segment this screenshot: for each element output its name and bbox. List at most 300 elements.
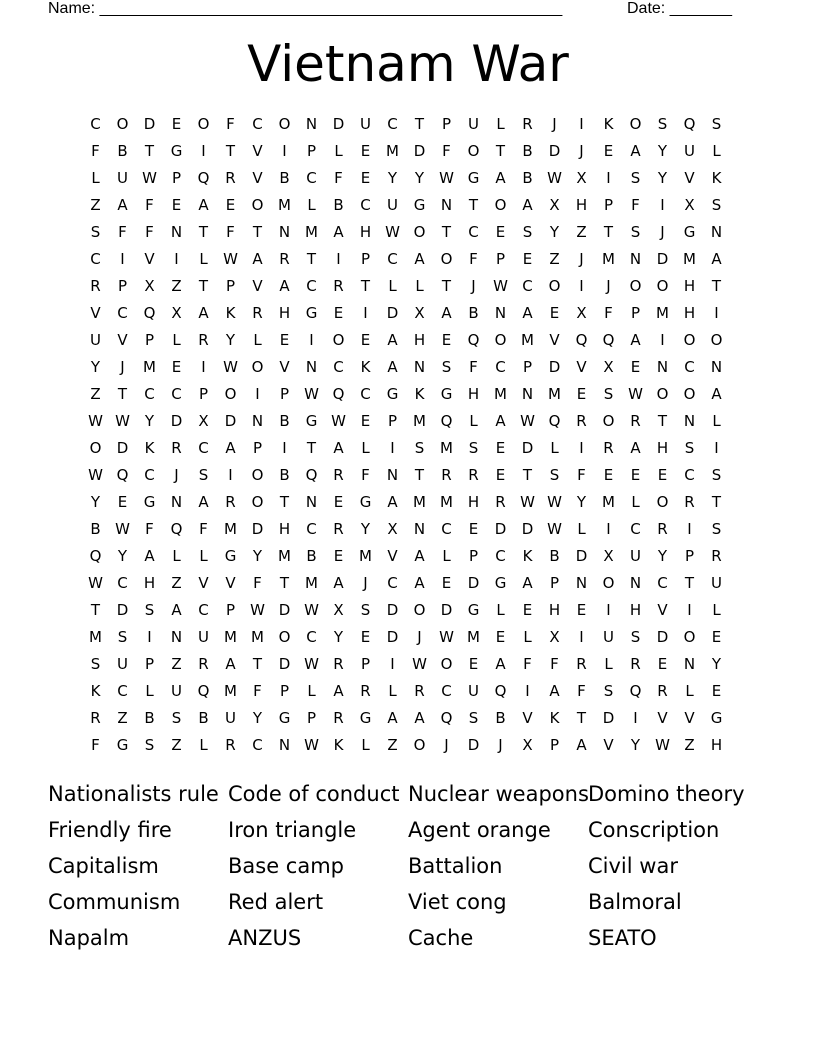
grid-letter[interactable]: A <box>225 439 236 457</box>
grid-letter[interactable]: Z <box>387 736 398 754</box>
grid-letter[interactable]: T <box>198 277 209 295</box>
grid-letter[interactable]: W <box>385 223 400 241</box>
grid-letter[interactable]: L <box>550 439 559 457</box>
grid-letter[interactable]: E <box>630 466 641 484</box>
grid-letter[interactable]: H <box>467 493 480 511</box>
grid-letter[interactable]: P <box>306 709 317 727</box>
grid-letter[interactable]: N <box>629 574 642 592</box>
grid-letter[interactable]: G <box>494 574 507 592</box>
grid-letter[interactable]: I <box>309 331 314 349</box>
grid-letter[interactable]: Z <box>576 223 587 241</box>
grid-letter[interactable]: M <box>305 223 318 241</box>
grid-letter[interactable]: E <box>441 574 452 592</box>
grid-letter[interactable]: W <box>628 385 643 403</box>
grid-letter[interactable]: I <box>336 250 341 268</box>
grid-letter[interactable]: I <box>579 115 584 133</box>
grid-letter[interactable]: S <box>90 223 101 241</box>
grid-letter[interactable]: Z <box>90 385 101 403</box>
grid-letter[interactable]: S <box>549 466 560 484</box>
grid-letter[interactable]: A <box>171 601 182 619</box>
grid-letter[interactable]: T <box>414 115 425 133</box>
grid-letter[interactable]: E <box>171 358 182 376</box>
grid-letter[interactable]: D <box>548 358 561 376</box>
grid-letter[interactable]: P <box>549 574 560 592</box>
grid-letter[interactable]: U <box>90 331 101 349</box>
grid-letter[interactable]: R <box>90 277 101 295</box>
grid-letter[interactable]: H <box>710 736 723 754</box>
grid-letter[interactable]: P <box>603 196 614 214</box>
grid-letter[interactable]: O <box>683 385 696 403</box>
grid-letter[interactable]: A <box>198 493 209 511</box>
grid-letter[interactable]: C <box>387 250 398 268</box>
grid-letter[interactable]: U <box>630 547 641 565</box>
grid-letter[interactable]: M <box>278 547 291 565</box>
grid-letter[interactable]: S <box>711 520 722 538</box>
grid-letter[interactable]: M <box>278 196 291 214</box>
grid-letter[interactable]: N <box>413 358 426 376</box>
grid-letter[interactable]: F <box>550 655 559 673</box>
grid-letter[interactable]: L <box>496 115 505 133</box>
grid-letter[interactable]: P <box>171 169 182 187</box>
grid-letter[interactable]: P <box>549 736 560 754</box>
grid-letter[interactable]: N <box>305 115 318 133</box>
grid-letter[interactable]: E <box>711 682 722 700</box>
grid-letter[interactable]: J <box>606 277 611 295</box>
grid-letter[interactable]: N <box>683 655 696 673</box>
grid-letter[interactable]: V <box>117 331 128 349</box>
grid-letter[interactable]: P <box>279 385 290 403</box>
grid-letter[interactable]: C <box>306 169 317 187</box>
grid-letter[interactable]: D <box>251 520 264 538</box>
grid-letter[interactable]: R <box>630 412 641 430</box>
grid-letter[interactable]: R <box>171 439 182 457</box>
grid-letter[interactable]: F <box>145 520 154 538</box>
grid-letter[interactable]: E <box>576 601 587 619</box>
grid-letter[interactable]: F <box>469 358 478 376</box>
grid-letter[interactable]: P <box>495 250 506 268</box>
grid-letter[interactable]: A <box>387 358 398 376</box>
grid-letter[interactable]: O <box>116 115 129 133</box>
grid-letter[interactable]: P <box>279 682 290 700</box>
grid-letter[interactable]: W <box>142 169 157 187</box>
grid-letter[interactable]: S <box>468 709 479 727</box>
grid-letter[interactable]: U <box>225 709 236 727</box>
grid-letter[interactable]: C <box>117 682 128 700</box>
grid-letter[interactable]: P <box>630 304 641 322</box>
grid-letter[interactable]: C <box>144 385 155 403</box>
grid-letter[interactable]: O <box>251 196 264 214</box>
grid-letter[interactable]: W <box>304 385 319 403</box>
grid-letter[interactable]: M <box>602 250 615 268</box>
grid-letter[interactable]: O <box>332 331 345 349</box>
grid-letter[interactable]: G <box>386 385 399 403</box>
grid-letter[interactable]: I <box>174 250 179 268</box>
grid-letter[interactable]: A <box>333 223 344 241</box>
grid-letter[interactable]: B <box>198 709 209 727</box>
grid-letter[interactable]: Y <box>144 412 155 430</box>
grid-letter[interactable]: C <box>468 223 479 241</box>
grid-letter[interactable]: E <box>279 331 290 349</box>
grid-letter[interactable]: Z <box>171 277 182 295</box>
grid-letter[interactable]: L <box>631 493 640 511</box>
grid-letter[interactable]: S <box>144 601 155 619</box>
grid-letter[interactable]: M <box>602 493 615 511</box>
grid-letter[interactable]: I <box>579 277 584 295</box>
grid-letter[interactable]: R <box>90 709 101 727</box>
grid-letter[interactable]: Y <box>225 331 236 349</box>
grid-letter[interactable]: S <box>144 736 155 754</box>
grid-letter[interactable]: C <box>441 520 452 538</box>
grid-letter[interactable]: L <box>307 196 316 214</box>
grid-letter[interactable]: A <box>576 736 587 754</box>
grid-letter[interactable]: D <box>602 709 615 727</box>
grid-letter[interactable]: O <box>710 331 723 349</box>
grid-letter[interactable]: Y <box>657 142 668 160</box>
grid-letter[interactable]: A <box>522 304 533 322</box>
grid-letter[interactable]: C <box>252 736 263 754</box>
grid-letter[interactable]: B <box>90 520 101 538</box>
grid-letter[interactable]: P <box>225 277 236 295</box>
grid-letter[interactable]: R <box>333 520 344 538</box>
grid-letter[interactable]: T <box>522 466 533 484</box>
grid-letter[interactable]: B <box>279 169 290 187</box>
grid-letter[interactable]: J <box>417 628 422 646</box>
grid-letter[interactable]: L <box>469 412 478 430</box>
grid-letter[interactable]: R <box>630 655 641 673</box>
grid-letter[interactable]: E <box>603 142 614 160</box>
grid-letter[interactable]: T <box>711 277 722 295</box>
grid-letter[interactable]: R <box>252 304 263 322</box>
grid-letter[interactable]: E <box>333 493 344 511</box>
grid-letter[interactable]: T <box>657 412 668 430</box>
grid-letter[interactable]: O <box>224 385 237 403</box>
grid-letter[interactable]: W <box>547 520 562 538</box>
grid-letter[interactable]: L <box>604 655 613 673</box>
grid-letter[interactable]: O <box>197 115 210 133</box>
grid-letter[interactable]: K <box>333 736 344 754</box>
grid-letter[interactable]: M <box>467 628 480 646</box>
grid-letter[interactable]: A <box>414 250 425 268</box>
grid-letter[interactable]: W <box>439 628 454 646</box>
grid-letter[interactable]: L <box>712 601 721 619</box>
grid-letter[interactable]: A <box>333 574 344 592</box>
grid-letter[interactable]: B <box>495 709 506 727</box>
grid-letter[interactable]: Y <box>387 169 398 187</box>
grid-letter[interactable]: H <box>575 196 588 214</box>
grid-letter[interactable]: Q <box>494 682 507 700</box>
grid-letter[interactable]: L <box>712 412 721 430</box>
grid-letter[interactable]: A <box>225 655 236 673</box>
grid-letter[interactable]: U <box>360 115 371 133</box>
grid-letter[interactable]: F <box>145 196 154 214</box>
grid-letter[interactable]: B <box>549 547 560 565</box>
grid-letter[interactable]: S <box>90 655 101 673</box>
grid-letter[interactable]: G <box>710 709 723 727</box>
grid-letter[interactable]: Q <box>440 412 453 430</box>
grid-letter[interactable]: L <box>361 439 370 457</box>
grid-letter[interactable]: M <box>224 682 237 700</box>
grid-letter[interactable]: E <box>522 250 533 268</box>
grid-letter[interactable]: S <box>630 169 641 187</box>
grid-letter[interactable]: I <box>687 601 692 619</box>
grid-letter[interactable]: W <box>88 412 103 430</box>
grid-letter[interactable]: R <box>522 115 533 133</box>
grid-letter[interactable]: O <box>602 412 615 430</box>
grid-letter[interactable]: T <box>495 142 506 160</box>
grid-letter[interactable]: D <box>278 601 291 619</box>
grid-letter[interactable]: D <box>116 601 129 619</box>
grid-letter[interactable]: V <box>684 709 695 727</box>
grid-letter[interactable]: F <box>226 115 235 133</box>
grid-letter[interactable]: C <box>387 574 398 592</box>
grid-letter[interactable]: S <box>360 601 371 619</box>
grid-letter[interactable]: P <box>252 439 263 457</box>
grid-letter[interactable]: Q <box>575 331 588 349</box>
grid-letter[interactable]: S <box>711 466 722 484</box>
grid-letter[interactable]: N <box>440 196 453 214</box>
grid-letter[interactable]: W <box>115 520 130 538</box>
grid-letter[interactable]: C <box>441 682 452 700</box>
grid-letter[interactable]: A <box>333 682 344 700</box>
grid-letter[interactable]: K <box>225 304 236 322</box>
grid-letter[interactable]: I <box>390 439 395 457</box>
grid-letter[interactable]: I <box>579 628 584 646</box>
grid-letter[interactable]: E <box>468 655 479 673</box>
grid-letter[interactable]: Y <box>117 547 128 565</box>
grid-letter[interactable]: O <box>440 655 453 673</box>
grid-letter[interactable]: E <box>522 601 533 619</box>
grid-letter[interactable]: K <box>414 385 425 403</box>
grid-letter[interactable]: O <box>602 574 615 592</box>
grid-letter[interactable]: X <box>144 277 155 295</box>
grid-letter[interactable]: B <box>522 142 533 160</box>
grid-letter[interactable]: S <box>603 682 614 700</box>
grid-letter[interactable]: O <box>251 466 264 484</box>
grid-letter[interactable]: T <box>414 466 425 484</box>
grid-letter[interactable]: T <box>360 277 371 295</box>
grid-letter[interactable]: S <box>603 385 614 403</box>
grid-letter[interactable]: R <box>657 682 668 700</box>
grid-letter[interactable]: M <box>224 628 237 646</box>
grid-letter[interactable]: I <box>228 466 233 484</box>
grid-letter[interactable]: L <box>334 142 343 160</box>
grid-letter[interactable]: L <box>388 277 397 295</box>
grid-letter[interactable]: M <box>251 628 264 646</box>
grid-letter[interactable]: F <box>523 655 532 673</box>
grid-letter[interactable]: O <box>467 142 480 160</box>
grid-letter[interactable]: U <box>117 655 128 673</box>
grid-letter[interactable]: G <box>305 412 318 430</box>
grid-letter[interactable]: Z <box>171 736 182 754</box>
grid-letter[interactable]: A <box>630 142 641 160</box>
grid-letter[interactable]: E <box>171 196 182 214</box>
grid-letter[interactable]: I <box>687 520 692 538</box>
grid-letter[interactable]: U <box>711 574 722 592</box>
grid-letter[interactable]: L <box>577 520 586 538</box>
grid-letter[interactable]: G <box>305 304 318 322</box>
grid-letter[interactable]: I <box>714 304 719 322</box>
grid-letter[interactable]: W <box>88 466 103 484</box>
grid-letter[interactable]: Y <box>90 358 101 376</box>
grid-letter[interactable]: R <box>333 466 344 484</box>
grid-letter[interactable]: T <box>306 439 317 457</box>
grid-letter[interactable]: N <box>305 358 318 376</box>
grid-letter[interactable]: U <box>198 628 209 646</box>
grid-letter[interactable]: W <box>304 601 319 619</box>
grid-letter[interactable]: E <box>630 358 641 376</box>
grid-letter[interactable]: Z <box>171 655 182 673</box>
grid-letter[interactable]: O <box>413 601 426 619</box>
grid-letter[interactable]: O <box>251 358 264 376</box>
grid-letter[interactable]: L <box>361 736 370 754</box>
grid-letter[interactable]: C <box>360 385 371 403</box>
grid-letter[interactable]: O <box>440 250 453 268</box>
grid-letter[interactable]: N <box>710 223 723 241</box>
grid-letter[interactable]: A <box>387 493 398 511</box>
grid-letter[interactable]: X <box>522 736 533 754</box>
grid-letter[interactable]: X <box>603 547 614 565</box>
grid-letter[interactable]: R <box>684 493 695 511</box>
grid-letter[interactable]: S <box>198 466 209 484</box>
grid-letter[interactable]: O <box>683 331 696 349</box>
grid-letter[interactable]: Y <box>252 547 263 565</box>
grid-letter[interactable]: L <box>388 682 397 700</box>
grid-letter[interactable]: L <box>199 736 208 754</box>
grid-letter[interactable]: E <box>495 628 506 646</box>
grid-letter[interactable]: D <box>170 412 183 430</box>
grid-letter[interactable]: J <box>579 250 584 268</box>
grid-letter[interactable]: C <box>630 520 641 538</box>
grid-letter[interactable]: I <box>606 601 611 619</box>
grid-letter[interactable]: A <box>117 196 128 214</box>
grid-letter[interactable]: T <box>279 493 290 511</box>
name-field-label[interactable]: Name: ____________________________________________________ <box>48 0 563 17</box>
grid-letter[interactable]: G <box>143 493 156 511</box>
grid-letter[interactable]: L <box>442 547 451 565</box>
grid-letter[interactable]: M <box>494 385 507 403</box>
grid-letter[interactable]: I <box>660 331 665 349</box>
grid-letter[interactable]: B <box>306 547 317 565</box>
grid-letter[interactable]: H <box>467 385 480 403</box>
grid-letter[interactable]: A <box>522 196 533 214</box>
grid-letter[interactable]: E <box>657 655 668 673</box>
grid-letter[interactable]: N <box>629 250 642 268</box>
grid-letter[interactable]: G <box>467 169 480 187</box>
grid-letter[interactable]: O <box>278 628 291 646</box>
grid-letter[interactable]: D <box>548 142 561 160</box>
grid-letter[interactable]: Y <box>657 547 668 565</box>
grid-letter[interactable]: L <box>712 142 721 160</box>
grid-letter[interactable]: G <box>170 142 183 160</box>
grid-letter[interactable]: T <box>117 385 128 403</box>
grid-letter[interactable]: A <box>495 412 506 430</box>
grid-letter[interactable]: N <box>656 358 669 376</box>
grid-letter[interactable]: V <box>522 709 533 727</box>
grid-letter[interactable]: P <box>522 358 533 376</box>
grid-letter[interactable]: Z <box>90 196 101 214</box>
grid-letter[interactable]: N <box>251 412 264 430</box>
grid-letter[interactable]: T <box>684 574 695 592</box>
grid-letter[interactable]: U <box>468 682 479 700</box>
grid-letter[interactable]: N <box>710 358 723 376</box>
grid-letter[interactable]: Q <box>548 412 561 430</box>
grid-letter[interactable]: C <box>252 115 263 133</box>
grid-letter[interactable]: D <box>656 250 669 268</box>
grid-letter[interactable]: H <box>359 223 372 241</box>
grid-letter[interactable]: N <box>575 574 588 592</box>
grid-letter[interactable]: O <box>656 385 669 403</box>
grid-letter[interactable]: N <box>386 466 399 484</box>
grid-letter[interactable]: E <box>360 331 371 349</box>
grid-letter[interactable]: P <box>144 331 155 349</box>
grid-letter[interactable]: V <box>684 169 695 187</box>
grid-letter[interactable]: Q <box>683 115 696 133</box>
grid-letter[interactable]: D <box>494 520 507 538</box>
grid-letter[interactable]: A <box>495 655 506 673</box>
grid-letter[interactable]: M <box>359 547 372 565</box>
grid-letter[interactable]: M <box>89 628 102 646</box>
grid-letter[interactable]: C <box>306 277 317 295</box>
grid-letter[interactable]: V <box>198 574 209 592</box>
grid-letter[interactable]: R <box>441 466 452 484</box>
grid-letter[interactable]: V <box>603 736 614 754</box>
grid-letter[interactable]: G <box>359 709 372 727</box>
grid-letter[interactable]: F <box>91 142 100 160</box>
grid-letter[interactable]: Y <box>414 169 425 187</box>
grid-letter[interactable]: T <box>603 223 614 241</box>
grid-letter[interactable]: C <box>198 439 209 457</box>
grid-letter[interactable]: A <box>252 250 263 268</box>
grid-letter[interactable]: M <box>440 493 453 511</box>
grid-letter[interactable]: U <box>171 682 182 700</box>
grid-letter[interactable]: F <box>226 223 235 241</box>
grid-letter[interactable]: W <box>547 493 562 511</box>
grid-letter[interactable]: Z <box>684 736 695 754</box>
grid-letter[interactable]: T <box>441 277 452 295</box>
grid-letter[interactable]: Y <box>711 655 722 673</box>
grid-letter[interactable]: G <box>224 547 237 565</box>
grid-letter[interactable]: H <box>683 277 696 295</box>
grid-letter[interactable]: I <box>660 196 665 214</box>
grid-letter[interactable]: O <box>251 493 264 511</box>
grid-letter[interactable]: D <box>224 412 237 430</box>
grid-letter[interactable]: C <box>144 466 155 484</box>
grid-letter[interactable]: K <box>549 709 560 727</box>
grid-letter[interactable]: A <box>414 547 425 565</box>
grid-letter[interactable]: I <box>255 385 260 403</box>
grid-letter[interactable]: F <box>577 682 586 700</box>
grid-letter[interactable]: H <box>656 439 669 457</box>
grid-letter[interactable]: S <box>468 439 479 457</box>
grid-letter[interactable]: E <box>711 628 722 646</box>
grid-letter[interactable]: O <box>656 493 669 511</box>
grid-letter[interactable]: V <box>279 358 290 376</box>
grid-letter[interactable]: C <box>360 196 371 214</box>
grid-letter[interactable]: O <box>683 628 696 646</box>
grid-letter[interactable]: B <box>522 169 533 187</box>
grid-letter[interactable]: T <box>279 574 290 592</box>
grid-letter[interactable]: S <box>171 709 182 727</box>
grid-letter[interactable]: D <box>440 601 453 619</box>
grid-letter[interactable]: F <box>253 682 262 700</box>
grid-letter[interactable]: V <box>252 142 263 160</box>
grid-letter[interactable]: M <box>224 520 237 538</box>
grid-letter[interactable]: P <box>117 277 128 295</box>
grid-letter[interactable]: C <box>90 115 101 133</box>
grid-letter[interactable]: X <box>387 520 398 538</box>
grid-letter[interactable]: W <box>223 358 238 376</box>
grid-letter[interactable]: D <box>413 142 426 160</box>
